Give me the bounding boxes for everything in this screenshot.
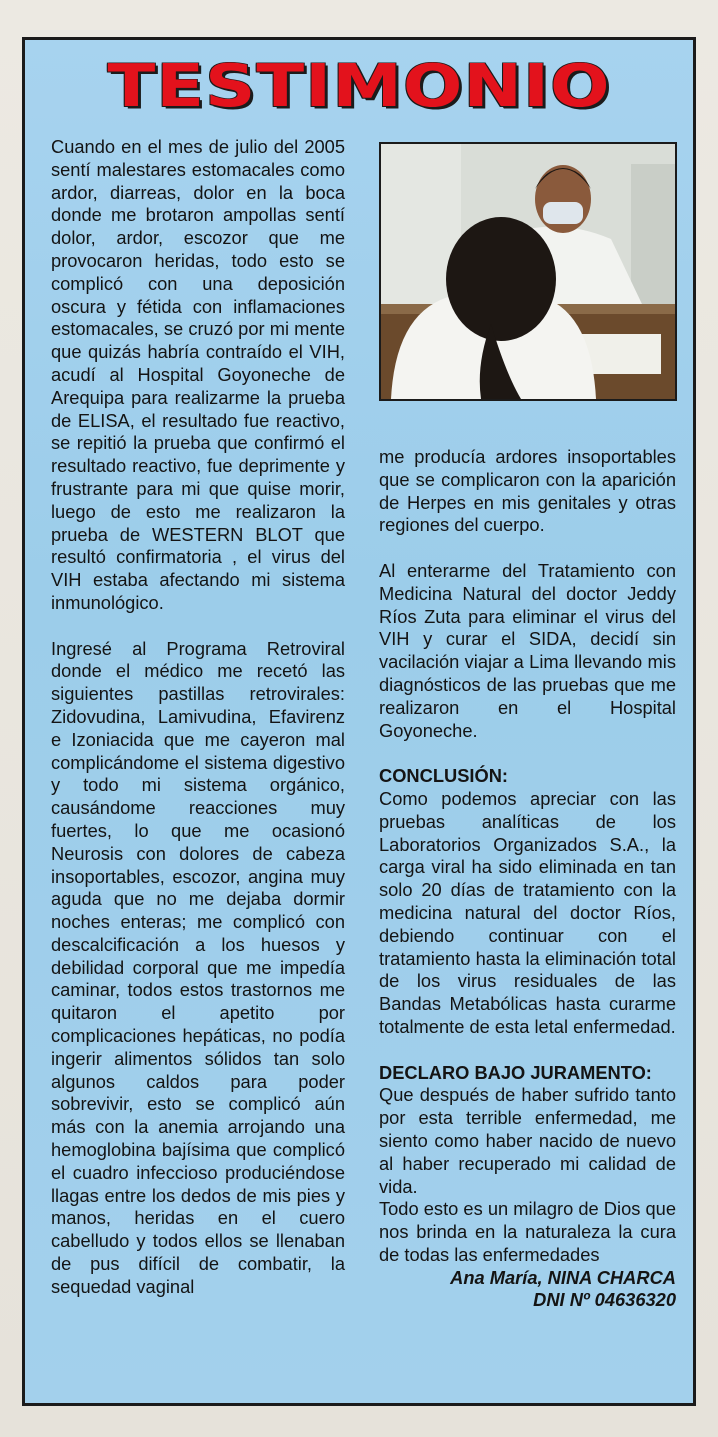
paragraph-symptoms: Cuando en el mes de julio del 2005 sentí malestares estomacales como ardor, diarreas, dolor en la boca donde me brotaron ampollas sentí dolor, ardor, escozor que me provocaron heridas, todo esto se complicó con una deposición oscura y fétida con inflamaciones estomacales, se cruzó por mi mente que quizás habría contraído el VIH, acudí al Hospital Goyoneche de Arequipa para realizarme la prueba de ELISA, el resultado fue reactivo, se repitió la prueba que confirmó el resultado reactivo, fue deprimente y frustrante para mi que quise morir, luego de esto me realizaron la prueba de WESTERN BLOT que resultó confirmatoria , el virus del VIH estaba afectando mi sistema inmunológico. [51, 136, 345, 613]
left-column [51, 136, 345, 1299]
declaration-text: Que después de haber sufrido tanto por esta terrible enfermedad, me siento como haber nacido de nuevo al haber recuperado mi calidad de vida. [379, 1084, 676, 1197]
conclusion-heading: CONCLUSIÓN: [379, 765, 508, 787]
signature-name: Ana María, NINA CHARCA [450, 1266, 676, 1288]
paragraph-natural-treatment: Al enterarme del Tratamiento con Medicina Natural del doctor Jeddy Ríos Zuta para eliminar el virus del VIH y curar el SIDA, decidí sin vacilación viajar a Lima llevando mis diagnósticos de las pruebas que me realizaron en el Hospital Goyoneche. [379, 559, 676, 741]
declaration-heading: DECLARO BAJO JURAMENTO: [379, 1061, 652, 1083]
paragraph-gap [379, 742, 676, 765]
headline: TESTIMONIO [107, 51, 611, 121]
declaration-text-2: Todo esto es un milagro de Dios que nos brinda en la naturaleza la cura de todas las enfermedades [379, 1198, 676, 1265]
paragraph-continuation: me producía ardores insoportables que se complicaron con la aparición de Herpes en mis genitales y otras regiones del cuerpo. [379, 446, 676, 536]
paragraph-gap [379, 1039, 676, 1062]
testimonial-box [22, 37, 696, 1406]
conclusion-text: Como podemos apreciar con las pruebas analíticas de los Laboratorios Organizados S.A., la carga viral ha sido eliminada en tan solo 20 días de tratamiento con la medicina natural del doctor Ríos, debiendo continuar con el tratamiento hasta la eliminación total de los virus residuales de las Bandas Metabólicas hasta curarme totalmente de esta letal enfermedad. [379, 787, 676, 1037]
clinic-photo-illustration [381, 144, 675, 399]
paragraph-gap [51, 615, 345, 638]
signature-dni: DNI Nº 04636320 [533, 1289, 676, 1311]
clinic-photo [379, 142, 677, 401]
paragraph-gap [379, 537, 676, 560]
paragraph-treatment-retroviral: Ingresé al Programa Retroviral donde el médico me recetó las siguientes pastillas retrovirales: Zidovudina, Lamivudina, Efavirenz e Izoniacida que me cayeron mal complicándome el sistema digestivo y todo mi sistema orgánico, causándome reacciones muy fuertes, lo que me ocasionó Neurosis con dolores de cabeza insoportables, escozor, angina muy aguda que no me dejaba dormir noches enteras; me complicó con descalcificación a los huesos y debilidad corporal que me impedía caminar, todos estos trastornos me quitaron el apetito por complicaciones hepáticas, no podía ingerir alimentos sólidos tan solo algunos caldos para poder sobrevivir, esto se complicó aún más con la anemia arrojando una hemoglobina bajísima que complicó el cuadro infeccioso produciéndose llagas entre los dedos de mis pies y manos, heridas en el cuero cabelludo y todos ellos se llenaban de pus difícil de combatir, la sequedad vaginal [51, 637, 345, 1297]
right-column [379, 446, 676, 1312]
